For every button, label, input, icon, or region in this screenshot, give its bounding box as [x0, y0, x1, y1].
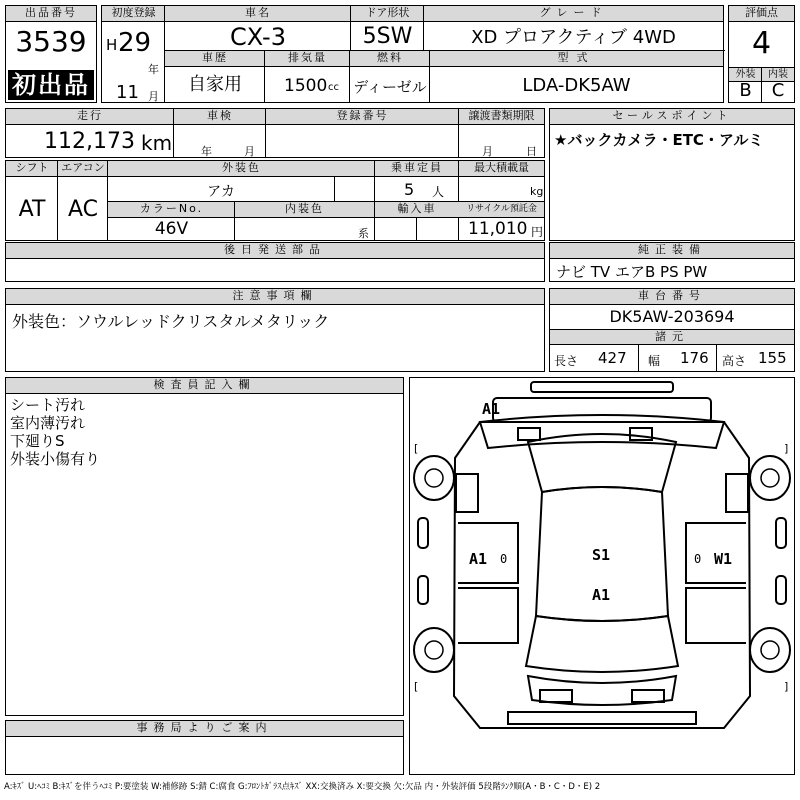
height-label: 高さ — [722, 354, 747, 368]
inspector-note: 室内薄汚れ — [10, 414, 86, 432]
first-reg-month: 11 — [116, 82, 139, 103]
import-header: 輸入車 — [375, 202, 459, 218]
sales-point: ★バックカメラ・ETC・アルミ — [554, 131, 764, 149]
office-header: 事務局よりご案内 — [6, 721, 403, 737]
exterior-grade: B — [739, 80, 752, 101]
mileage-header: 走行 — [6, 109, 174, 125]
int-color-unit: 系 — [358, 227, 369, 240]
bracket-left-bottom: [ — [414, 680, 419, 693]
month-unit: 月 — [148, 90, 159, 103]
genuine-equip-box — [549, 242, 795, 282]
displacement: 1500 — [284, 76, 328, 96]
int-color-header: 内装色 — [235, 202, 374, 218]
legend: A:ｷｽﾞ U:ﾍｺﾐ B:ｷｽﾞを伴うﾍｺﾐ P:要塗装 W:補修跡 S:錆 C:腐食 G:ﾌﾛﾝﾄｶﾞﾗｽ点ｷｽﾞ XX:交換済み X:要交換 欠:欠品 内・外装評価 5段階ﾗﾝｸ順(A・B・C・D・E) 2 — [4, 782, 601, 792]
bracket-right-top: ] — [784, 442, 789, 455]
later-parts-box — [5, 242, 545, 282]
notes-box — [5, 288, 545, 372]
displacement-unit: cc — [328, 82, 339, 93]
width-label: 幅 — [648, 354, 661, 368]
grade: XD プロアクティブ 4WD — [471, 27, 676, 48]
car-diagram — [409, 377, 795, 775]
genuine-equip-header: 純正装備 — [550, 243, 794, 259]
genuine-equip: ナビ TV エアB PS PW — [556, 263, 708, 281]
first-reg-header: 初度登録 — [102, 6, 165, 22]
mark-right-side: W1 — [714, 550, 733, 568]
inspector-note: 下廻りS — [10, 432, 65, 450]
fuel: ディーゼル — [353, 78, 427, 96]
registration-header: 登録番号 — [266, 109, 459, 125]
mark-rear-roof: A1 — [592, 586, 611, 604]
dimensions-header: 諸元 — [550, 329, 794, 345]
inspector-note: 外装小傷有り — [10, 450, 101, 468]
length: 427 — [598, 349, 627, 367]
width: 176 — [680, 349, 709, 367]
inspector-header: 検査員記入欄 — [6, 378, 403, 394]
exterior-header: 外装 — [729, 68, 762, 82]
mark-right-small: 0 — [694, 552, 702, 566]
transfer-month-unit: 月 — [482, 145, 493, 158]
year-unit: 年 — [148, 63, 159, 76]
chassis-header: 車台番号 — [550, 289, 794, 305]
ext-color: アカ — [207, 184, 235, 200]
model-header: 車名 — [165, 6, 351, 22]
transfer-day-unit: 日 — [526, 145, 537, 158]
inspection-year-unit: 年 — [201, 145, 212, 158]
mileage-box — [5, 108, 545, 158]
model-name: CX-3 — [230, 23, 286, 51]
capacity-header: 乗車定員 — [375, 161, 459, 177]
color-no-header: カラーNo. — [108, 202, 235, 218]
recycle-header: リサイクル預託金 — [459, 202, 544, 218]
bracket-left-top: [ — [414, 442, 419, 455]
first-reg-year: 29 — [118, 28, 152, 58]
ext-color-header: 外装色 — [108, 161, 375, 177]
displacement-header: 排気量 — [265, 51, 350, 67]
mark-roof: S1 — [592, 546, 611, 564]
aircon: AC — [67, 197, 99, 222]
grade-header: グレード — [424, 6, 723, 22]
recycle-amount: 11,010 — [468, 219, 528, 239]
mark-left-side: A1 — [469, 550, 488, 568]
aircon-header: エアコン — [58, 161, 108, 177]
shift: AT — [18, 197, 46, 222]
score-header: 評価点 — [729, 6, 794, 22]
door-header: ドア形状 — [351, 6, 424, 22]
chassis-number: DK5AW-203694 — [609, 307, 735, 326]
usage: 自家用 — [188, 74, 242, 95]
lot-number: 3539 — [15, 25, 87, 58]
fuel-header: 燃料 — [350, 51, 430, 67]
type-code-header: 型式 — [430, 51, 723, 67]
later-parts-header: 後日発送部品 — [6, 243, 544, 259]
mileage-unit: km — [141, 131, 173, 155]
capacity-unit: 人 — [432, 185, 445, 199]
shift-header: シフト — [6, 161, 58, 177]
height: 155 — [758, 349, 787, 367]
interior-grade: C — [771, 80, 785, 101]
history-header: 車歴 — [165, 51, 265, 67]
transfer-header: 譲渡書類期限 — [459, 109, 544, 125]
sales-points-box — [549, 108, 795, 241]
overall-score: 4 — [751, 26, 772, 61]
load-unit: kg — [530, 185, 544, 198]
notes-text: 外装色：ソウルレッドクリスタルメタリック — [12, 312, 330, 331]
length-label: 長さ — [554, 354, 579, 368]
interior-header: 内装 — [762, 68, 794, 82]
sales-points-header: セールスポイント — [550, 109, 794, 125]
era: H — [106, 36, 118, 54]
recycle-unit: 円 — [531, 225, 544, 239]
color-no: 46V — [154, 219, 189, 239]
max-load-header: 最大積載量 — [459, 161, 544, 177]
notes-header: 注意事項欄 — [6, 289, 544, 305]
spec-box — [5, 160, 545, 241]
mark-front: A1 — [482, 400, 501, 418]
inspector-note: シート汚れ — [10, 396, 86, 414]
door-type: 5SW — [362, 24, 413, 49]
inspection-month-unit: 月 — [244, 145, 255, 158]
capacity: 5 — [404, 180, 415, 199]
lot-number-box — [5, 5, 97, 103]
score-box — [728, 5, 795, 103]
mark-left-small: 0 — [500, 552, 508, 566]
mileage: 112,173 — [44, 129, 135, 154]
office-box — [5, 720, 404, 775]
inspector-box — [5, 377, 404, 716]
car-outline — [410, 378, 794, 774]
vehicle-info-box — [101, 5, 724, 103]
first-time-badge: 初出品 — [8, 70, 94, 100]
lot-number-header: 出品番号 — [6, 6, 96, 22]
bracket-right-bottom: ] — [784, 680, 789, 693]
inspection-header: 車検 — [174, 109, 266, 125]
chassis-box — [549, 288, 795, 372]
type-code: LDA-DK5AW — [522, 75, 631, 96]
